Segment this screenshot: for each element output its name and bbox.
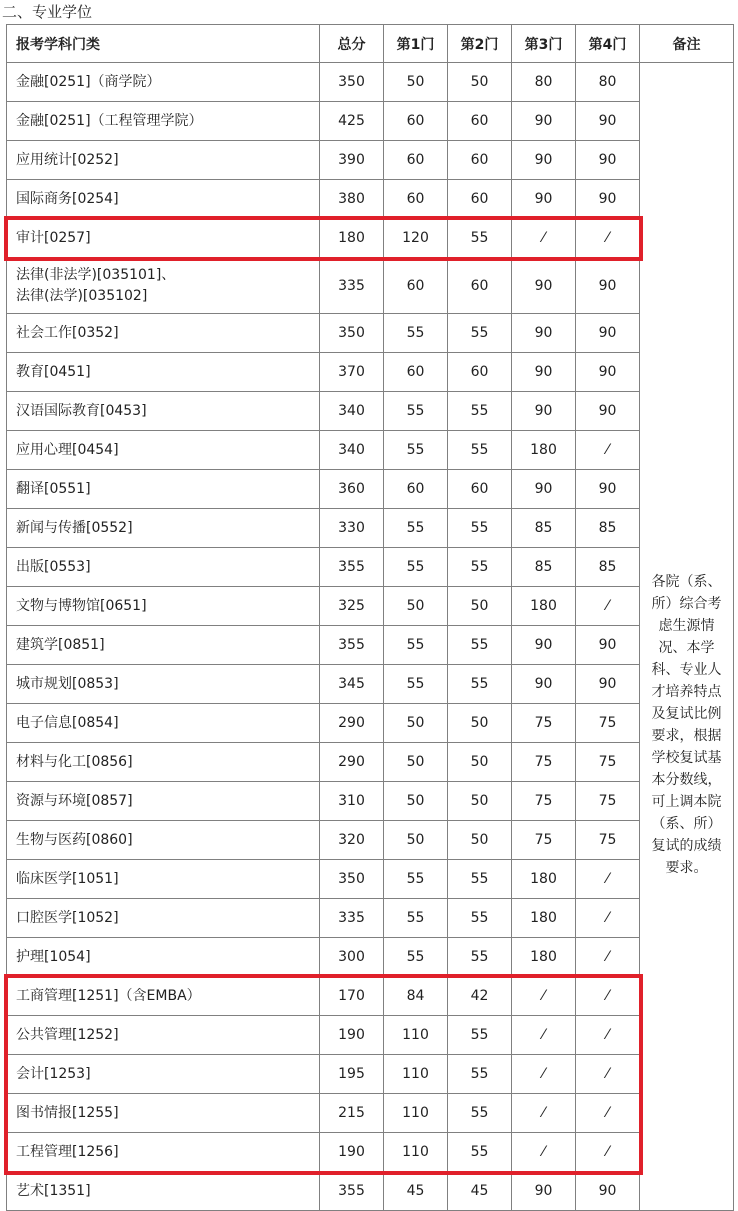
cell-subject-2: 55 [448, 1094, 512, 1133]
table-row [7, 392, 734, 431]
table-row [7, 258, 734, 314]
cell-category: 出版[0553] [7, 548, 320, 587]
header-total: 总分 [320, 25, 384, 63]
cell-subject-3: ⁄ [512, 977, 576, 1016]
cell-subject-2: 45 [448, 1172, 512, 1211]
cell-subject-3: 90 [512, 392, 576, 431]
table-row [7, 102, 734, 141]
cell-total: 335 [320, 258, 384, 314]
cell-category: 公共管理[1252] [7, 1016, 320, 1055]
table-row [7, 63, 734, 102]
cell-subject-4: ⁄ [576, 1055, 640, 1094]
cell-subject-3: 180 [512, 587, 576, 626]
cell-subject-2: 55 [448, 431, 512, 470]
cell-subject-2: 60 [448, 353, 512, 392]
cell-total: 290 [320, 743, 384, 782]
cell-subject-1: 45 [384, 1172, 448, 1211]
cell-subject-4: 90 [576, 258, 640, 314]
cell-total: 380 [320, 180, 384, 219]
cell-subject-1: 55 [384, 392, 448, 431]
table-header-row [7, 25, 734, 63]
cell-subject-3: 75 [512, 782, 576, 821]
cell-total: 345 [320, 665, 384, 704]
cell-subject-4: 90 [576, 180, 640, 219]
cell-subject-2: 55 [448, 392, 512, 431]
cell-subject-2: 55 [448, 860, 512, 899]
cell-total: 340 [320, 392, 384, 431]
table-row [7, 860, 734, 899]
cell-total: 190 [320, 1133, 384, 1172]
cell-category: 城市规划[0853] [7, 665, 320, 704]
cell-subject-1: 60 [384, 102, 448, 141]
header-subject-3: 第3门 [512, 25, 576, 63]
header-note: 备注 [640, 25, 734, 63]
cell-total: 170 [320, 977, 384, 1016]
cell-total: 390 [320, 141, 384, 180]
cell-total: 355 [320, 1172, 384, 1211]
cell-category: 临床医学[1051] [7, 860, 320, 899]
cell-subject-1: 55 [384, 899, 448, 938]
cell-subject-4: 90 [576, 470, 640, 509]
cell-subject-4: 90 [576, 392, 640, 431]
cell-subject-3: 180 [512, 938, 576, 977]
table-row [7, 1094, 734, 1133]
table-row [7, 704, 734, 743]
table-row [7, 821, 734, 860]
cell-subject-4: 75 [576, 704, 640, 743]
cell-subject-1: 50 [384, 587, 448, 626]
cell-subject-4: 85 [576, 548, 640, 587]
cell-subject-3: 90 [512, 470, 576, 509]
cell-category: 会计[1253] [7, 1055, 320, 1094]
cell-subject-4: ⁄ [576, 431, 640, 470]
cell-subject-4: ⁄ [576, 899, 640, 938]
cell-subject-4: ⁄ [576, 1094, 640, 1133]
table-row [7, 548, 734, 587]
cell-total: 330 [320, 509, 384, 548]
cell-subject-1: 50 [384, 704, 448, 743]
cell-subject-2: 55 [448, 1133, 512, 1172]
cell-subject-4: ⁄ [576, 938, 640, 977]
table-row [7, 1172, 734, 1211]
cell-total: 300 [320, 938, 384, 977]
cell-subject-1: 110 [384, 1016, 448, 1055]
cell-subject-1: 50 [384, 743, 448, 782]
table-row [7, 665, 734, 704]
cell-subject-1: 55 [384, 314, 448, 353]
cell-category: 工程管理[1256] [7, 1133, 320, 1172]
cell-category: 国际商务[0254] [7, 180, 320, 219]
cell-subject-3: 180 [512, 899, 576, 938]
cell-subject-4: 90 [576, 665, 640, 704]
cell-subject-4: 85 [576, 509, 640, 548]
table-row [7, 431, 734, 470]
cell-total: 290 [320, 704, 384, 743]
cell-category: 材料与化工[0856] [7, 743, 320, 782]
cell-category: 社会工作[0352] [7, 314, 320, 353]
table-row [7, 353, 734, 392]
cell-subject-2: 60 [448, 470, 512, 509]
cell-subject-2: 50 [448, 743, 512, 782]
cell-subject-4: ⁄ [576, 977, 640, 1016]
cell-total: 310 [320, 782, 384, 821]
cell-subject-3: 90 [512, 1172, 576, 1211]
cell-subject-3: 90 [512, 258, 576, 314]
cell-subject-1: 50 [384, 782, 448, 821]
cell-subject-3: 90 [512, 314, 576, 353]
section-title: 二、专业学位 [2, 3, 93, 21]
table-row [7, 470, 734, 509]
table-row [7, 938, 734, 977]
header-category: 报考学科门类 [7, 25, 320, 63]
cell-subject-3: ⁄ [512, 1133, 576, 1172]
note-text: 各院（系、所）综合考虑生源情况、本学科、专业人才培养特点及复试比例要求，根据学校复试基本分数线，可上调本院（系、所）复试的成绩要求。 [651, 574, 722, 876]
table-row [7, 509, 734, 548]
cell-subject-1: 110 [384, 1055, 448, 1094]
cell-subject-1: 110 [384, 1133, 448, 1172]
cell-subject-2: 50 [448, 782, 512, 821]
cell-total: 335 [320, 899, 384, 938]
cell-subject-2: 55 [448, 314, 512, 353]
cell-subject-3: 90 [512, 141, 576, 180]
cell-subject-1: 60 [384, 258, 448, 314]
cell-subject-2: 55 [448, 1055, 512, 1094]
cell-category: 翻译[0551] [7, 470, 320, 509]
header-subject-2: 第2门 [448, 25, 512, 63]
cell-subject-3: 90 [512, 102, 576, 141]
cell-category: 应用统计[0252] [7, 141, 320, 180]
cell-category: 电子信息[0854] [7, 704, 320, 743]
cell-subject-2: 55 [448, 1016, 512, 1055]
table-row [7, 626, 734, 665]
cell-subject-3: ⁄ [512, 1094, 576, 1133]
table-row [7, 587, 734, 626]
cell-category: 建筑学[0851] [7, 626, 320, 665]
cell-subject-3: 75 [512, 743, 576, 782]
cell-subject-4: 90 [576, 102, 640, 141]
cell-subject-2: 55 [448, 219, 512, 258]
cell-total: 320 [320, 821, 384, 860]
cell-total: 195 [320, 1055, 384, 1094]
cell-total: 190 [320, 1016, 384, 1055]
cell-subject-2: 50 [448, 587, 512, 626]
cell-subject-3: 180 [512, 431, 576, 470]
cell-subject-2: 50 [448, 704, 512, 743]
table-row [7, 314, 734, 353]
cell-subject-3: 180 [512, 860, 576, 899]
cell-subject-3: 90 [512, 353, 576, 392]
score-table [6, 24, 734, 1211]
cell-subject-1: 55 [384, 431, 448, 470]
cell-subject-3: 90 [512, 626, 576, 665]
cell-category: 金融[0251]（商学院） [7, 63, 320, 102]
header-subject-1: 第1门 [384, 25, 448, 63]
cell-subject-4: 75 [576, 821, 640, 860]
cell-subject-1: 120 [384, 219, 448, 258]
cell-subject-1: 55 [384, 509, 448, 548]
table-row [7, 1133, 734, 1172]
cell-subject-1: 60 [384, 141, 448, 180]
table-row [7, 899, 734, 938]
cell-total: 425 [320, 102, 384, 141]
cell-subject-4: 90 [576, 626, 640, 665]
cell-subject-3: 85 [512, 509, 576, 548]
cell-subject-3: 90 [512, 180, 576, 219]
cell-subject-3: 75 [512, 704, 576, 743]
cell-subject-1: 50 [384, 63, 448, 102]
cell-subject-4: 90 [576, 141, 640, 180]
cell-category: 法律(非法学)[035101]、 法律(法学)[035102] [7, 258, 320, 314]
cell-category: 艺术[1351] [7, 1172, 320, 1211]
cell-subject-2: 50 [448, 63, 512, 102]
cell-subject-4: ⁄ [576, 860, 640, 899]
table-row [7, 782, 734, 821]
table-row [7, 219, 734, 258]
cell-subject-2: 55 [448, 626, 512, 665]
cell-category: 生物与医药[0860] [7, 821, 320, 860]
cell-subject-1: 55 [384, 938, 448, 977]
cell-total: 340 [320, 431, 384, 470]
table-row [7, 977, 734, 1016]
cell-category: 应用心理[0454] [7, 431, 320, 470]
cell-subject-1: 55 [384, 860, 448, 899]
cell-subject-1: 55 [384, 548, 448, 587]
cell-category: 护理[1054] [7, 938, 320, 977]
cell-total: 350 [320, 63, 384, 102]
table-row [7, 1016, 734, 1055]
cell-subject-1: 110 [384, 1094, 448, 1133]
cell-note [640, 63, 734, 1211]
cell-subject-4: 80 [576, 63, 640, 102]
cell-subject-1: 60 [384, 353, 448, 392]
cell-subject-2: 60 [448, 180, 512, 219]
cell-category: 工商管理[1251]（含EMBA） [7, 977, 320, 1016]
cell-total: 180 [320, 219, 384, 258]
cell-total: 355 [320, 626, 384, 665]
cell-total: 350 [320, 860, 384, 899]
cell-subject-3: 75 [512, 821, 576, 860]
cell-subject-2: 42 [448, 977, 512, 1016]
cell-subject-3: 80 [512, 63, 576, 102]
cell-subject-4: ⁄ [576, 587, 640, 626]
cell-subject-2: 50 [448, 821, 512, 860]
cell-subject-1: 60 [384, 180, 448, 219]
cell-subject-4: 90 [576, 314, 640, 353]
cell-subject-4: ⁄ [576, 1133, 640, 1172]
table-row [7, 743, 734, 782]
cell-subject-4: ⁄ [576, 219, 640, 258]
cell-subject-1: 55 [384, 626, 448, 665]
cell-subject-3: 90 [512, 665, 576, 704]
cell-subject-2: 60 [448, 141, 512, 180]
cell-subject-3: ⁄ [512, 219, 576, 258]
cell-subject-4: ⁄ [576, 1016, 640, 1055]
cell-category: 教育[0451] [7, 353, 320, 392]
cell-category: 审计[0257] [7, 219, 320, 258]
cell-subject-1: 60 [384, 470, 448, 509]
cell-subject-2: 55 [448, 548, 512, 587]
cell-subject-2: 55 [448, 938, 512, 977]
cell-subject-3: ⁄ [512, 1016, 576, 1055]
cell-subject-2: 60 [448, 102, 512, 141]
cell-subject-2: 60 [448, 258, 512, 314]
cell-subject-4: 90 [576, 353, 640, 392]
cell-total: 215 [320, 1094, 384, 1133]
cell-subject-4: 90 [576, 1172, 640, 1211]
cell-total: 325 [320, 587, 384, 626]
header-subject-4: 第4门 [576, 25, 640, 63]
cell-subject-1: 84 [384, 977, 448, 1016]
cell-subject-4: 75 [576, 782, 640, 821]
cell-subject-1: 55 [384, 665, 448, 704]
cell-total: 355 [320, 548, 384, 587]
cell-category: 资源与环境[0857] [7, 782, 320, 821]
cell-total: 350 [320, 314, 384, 353]
cell-subject-3: ⁄ [512, 1055, 576, 1094]
cell-subject-1: 50 [384, 821, 448, 860]
cell-category: 金融[0251]（工程管理学院） [7, 102, 320, 141]
cell-category: 新闻与传播[0552] [7, 509, 320, 548]
cell-subject-2: 55 [448, 899, 512, 938]
cell-category: 汉语国际教育[0453] [7, 392, 320, 431]
cell-subject-2: 55 [448, 509, 512, 548]
cell-category: 口腔医学[1052] [7, 899, 320, 938]
cell-subject-2: 55 [448, 665, 512, 704]
table-row [7, 141, 734, 180]
cell-total: 370 [320, 353, 384, 392]
cell-total: 360 [320, 470, 384, 509]
cell-subject-4: 75 [576, 743, 640, 782]
table-row [7, 180, 734, 219]
cell-category: 图书情报[1255] [7, 1094, 320, 1133]
cell-category: 文物与博物馆[0651] [7, 587, 320, 626]
cell-subject-3: 85 [512, 548, 576, 587]
table-row [7, 1055, 734, 1094]
